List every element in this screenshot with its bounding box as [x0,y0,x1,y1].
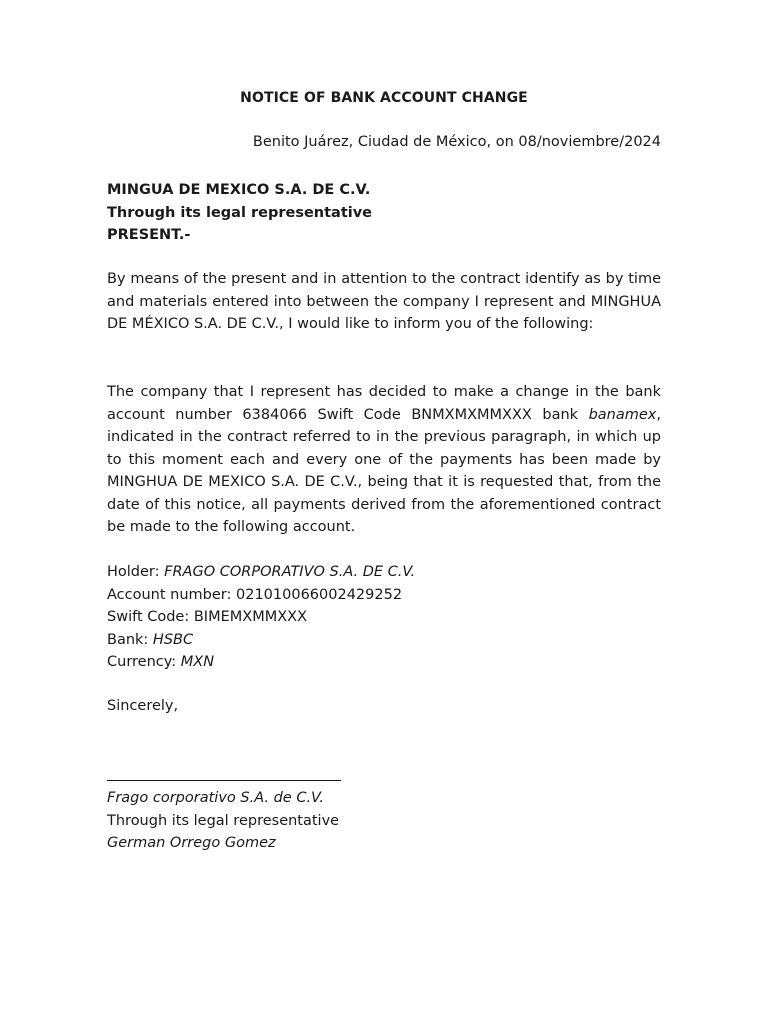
currency-value: MXN [180,654,215,670]
signature-block [107,787,339,855]
swift-code-label: Swift Code: [107,609,194,625]
bank-row [107,629,415,652]
signature-company: Frago corporativo S.A. de C.V. [107,790,324,806]
account-number-label: Account number: [107,586,236,603]
paragraph-change-request [107,381,661,539]
paragraph-intro: By means of the present and in attention to the contract identify as by time and materials entered into between the company I represent and MINGHUA DE MÉXICO S.A. DE C.V., I would like to inform you of the following: [107,271,661,332]
bank-label: Bank: [107,631,153,648]
signature-line [107,780,341,781]
signature-representative: Through its legal representative [107,812,340,829]
account-details [107,561,415,674]
addressee-representative: Through its legal representative [107,204,373,221]
document-title: NOTICE OF BANK ACCOUNT CHANGE [240,90,528,106]
addressee-block [107,179,372,247]
swift-code-value: BIMEMXMMXXX [193,609,308,625]
currency-row [107,651,415,674]
paragraph-change-text-1: The company that I represent has decided to make a change in the bank account number 6384066 Swift Code BNMXMXMMXXX bank [107,384,661,423]
holder-label: Holder: [107,564,165,580]
paragraph-change-text-2: , indicated in the contract referred to in the previous paragraph, in which up to this moment each and every one of the payments has been made by MINGHUA DE MEXICO S.A. DE C.V., being that it is requested that, from the date of this notice, all payments derived from the aforementioned contract be made to the following account. [107,406,661,535]
currency-label: Currency: [107,654,181,670]
closing: Sincerely, [107,698,179,714]
addressee-company: MINGUA DE MEXICO S.A. DE C.V. [107,182,371,198]
account-number-row [107,584,415,607]
account-number-value: 021010066002429252 [236,586,403,603]
addressee-present: PRESENT.- [107,227,191,243]
signature-name: German Orrego Gomez [107,835,276,851]
swift-code-row [107,606,415,629]
bank-value: HSBC [152,631,194,648]
holder-value: FRAGO CORPORATIVO S.A. DE C.V. [164,564,416,580]
old-bank-name: banamex [588,406,657,423]
letter-page [107,0,661,1024]
holder-row [107,561,415,584]
date-line: Benito Juárez, Ciudad de México, on 08/noviembre/2024 [252,134,661,150]
